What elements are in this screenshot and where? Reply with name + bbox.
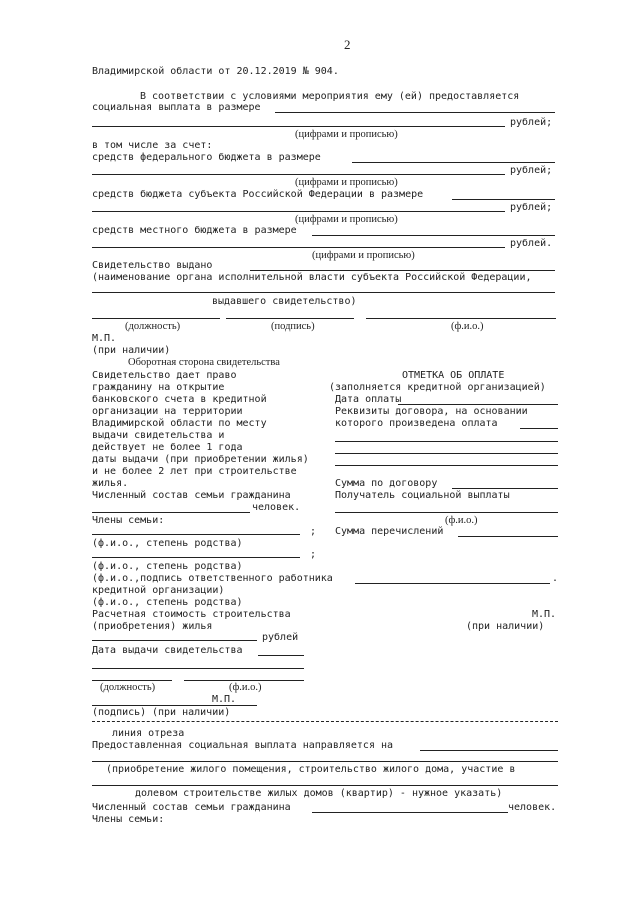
contract-details-line-3 [335,453,558,454]
rubles-label-5: рублей [262,632,299,643]
persons-label: человек. [252,502,301,513]
issued-label: Свидетельство выдано [92,260,213,271]
fio-line-2 [184,680,304,681]
payment-mark-subtitle: (заполняется кредитной организацией) [329,382,546,393]
calc-cost-label-2: (приобретения) жилья [92,621,213,632]
calc-cost-label-1: Расчетная стоимость строительства [92,609,291,620]
family-members-label-2: Члены семьи: [92,814,165,825]
including-label: в том числе за счет: [92,140,213,151]
left-col-line: и не более 2 лет при строительстве [92,466,297,477]
rubles-label-3: рублей; [510,202,553,213]
position-line [92,318,220,319]
reverse-side-title: Оборотная сторона свидетельства [128,357,280,368]
contract-details-label-2: которого произведена оплата [335,418,498,429]
regional-line-2 [92,211,505,212]
intro-line-1: В соответствии с условиями мероприятия ему (ей) предоставляется [140,91,520,102]
if-any-label: (при наличии) [92,345,171,356]
fio-relation-label-2: (ф.и.о., степень родства) [92,561,243,572]
local-line-1 [312,235,555,236]
local-line-2 [92,247,505,248]
issue-date-line-2 [92,668,304,669]
recipient-label: Получатель социальной выплаты [335,490,510,501]
fio-label-2: (ф.и.о.) [229,682,262,693]
issuer-line [92,292,555,293]
left-col-line: организации на территории [92,406,243,417]
calc-cost-line [92,640,257,641]
contract-details-line-2 [335,441,558,442]
contract-sum-label: Сумма по договору [335,478,438,489]
fio-label-3: (ф.и.о.) [445,515,478,526]
header-line: Владимирской области от 20.12.2019 № 904. [92,66,339,77]
signature-line-2 [92,705,257,706]
page-number: 2 [344,37,351,52]
if-any-label-3: (при наличии) [466,621,545,632]
fio-relation-label-3: (ф.и.о., степень родства) [92,597,243,608]
contract-sum-line [452,488,558,489]
officer-signature-line [355,583,550,584]
member-line-2 [92,557,300,558]
contract-details-line-4 [335,465,558,466]
regional-line-1 [452,199,555,200]
purpose-label-1: (приобретение жилого помещения, строительство жилого дома, участие в [106,764,516,775]
position-line-2 [92,680,172,681]
federal-line-1 [352,162,555,163]
issuer-label-1: (наименование органа исполнительной власти субъекта Российской Федерации, [92,272,532,283]
federal-line-2 [92,174,505,175]
purpose-line [92,785,558,786]
left-col-line: гражданину на открытие [92,382,225,393]
position-label-2: (должность) [100,682,156,693]
rubles-label-1: рублей; [510,117,553,128]
family-members-label: Члены семьи: [92,515,165,526]
member-line-1 [92,534,300,535]
family-count-line-2 [312,812,508,813]
left-col-line: Свидетельство дает право [92,370,237,381]
left-col-line: жилья. [92,478,129,489]
dot-label: . [552,573,559,584]
family-count-line [92,512,250,513]
fio-signature-label: (ф.и.о.,подпись ответственного работника [92,573,333,584]
regional-label: средств бюджета субъекта Российской Федерации в размере [92,189,424,200]
if-any-label-2: (при наличии) [152,707,231,718]
credit-org-label: кредитной организации) [92,585,225,596]
issue-date-label: Дата выдачи свидетельства [92,645,243,656]
family-count-label: Численный состав семьи гражданина [92,490,291,501]
contract-details-line-1 [520,428,558,429]
federal-label: средств федерального бюджета в размере [92,152,321,163]
issue-date-line [258,655,304,656]
transferred-sum-line [458,536,558,537]
stamp-label-2: М.П. [212,694,237,705]
cut-dashed-line [92,721,558,722]
signature-label: (подпись) [271,321,315,332]
local-label: средств местного бюджета в размере [92,225,297,236]
left-col-line: банковского счета в кредитной [92,394,267,405]
in-words-label-2: (цифрами и прописью) [295,177,398,188]
left-col-line: действует не более 1 года [92,442,243,453]
rubles-label-2: рублей; [510,165,553,176]
directed-to-line-1 [420,750,558,751]
issued-line [250,270,555,271]
in-words-label-1: (цифрами и прописью) [295,129,398,140]
in-words-label-3: (цифрами и прописью) [295,214,398,225]
left-col-line: Владимирской области по месту [92,418,267,429]
directed-to-line-2 [92,761,558,762]
cut-line-label: линия отреза [112,728,185,739]
left-col-line: выдачи свидетельства и [92,430,225,441]
purpose-label-2: долевом строительстве жилых домов (квартир) - нужное указать) [135,788,503,799]
issuer-label-2: выдавшего свидетельство) [212,296,357,307]
contract-details-label-1: Реквизиты договора, на основании [335,406,528,417]
recipient-line [335,512,558,513]
intro-line-2: социальная выплата в размере [92,102,261,113]
left-col-line: даты выдачи (при приобретении жилья) [92,454,309,465]
signature-line [226,318,354,319]
fio-label: (ф.и.о.) [451,321,484,332]
rubles-label-4: рублей. [510,238,553,249]
payment-date-line [398,404,558,405]
position-label: (должность) [125,321,181,332]
persons-label-2: человек. [508,802,557,813]
family-count-label-2: Численный состав семьи гражданина [92,802,291,813]
stamp-label: М.П. [92,333,117,344]
transferred-sum-label: Сумма перечислений [335,526,444,537]
fio-relation-label-1: (ф.и.о., степень родства) [92,538,243,549]
semicolon-1: ; [310,526,317,537]
stamp-label-3: М.П. [532,609,557,620]
fio-line [366,318,556,319]
payment-date-label: Дата оплаты [335,394,402,405]
signature-label-2: (подпись) [92,707,147,718]
payment-mark-title: ОТМЕТКА ОБ ОПЛАТЕ [402,370,505,381]
semicolon-2: ; [310,549,317,560]
amount-line-2 [92,126,505,127]
amount-line-1 [275,112,555,113]
directed-to-label: Предоставленная социальная выплата направляется на [92,740,394,751]
in-words-label-4: (цифрами и прописью) [312,250,415,261]
